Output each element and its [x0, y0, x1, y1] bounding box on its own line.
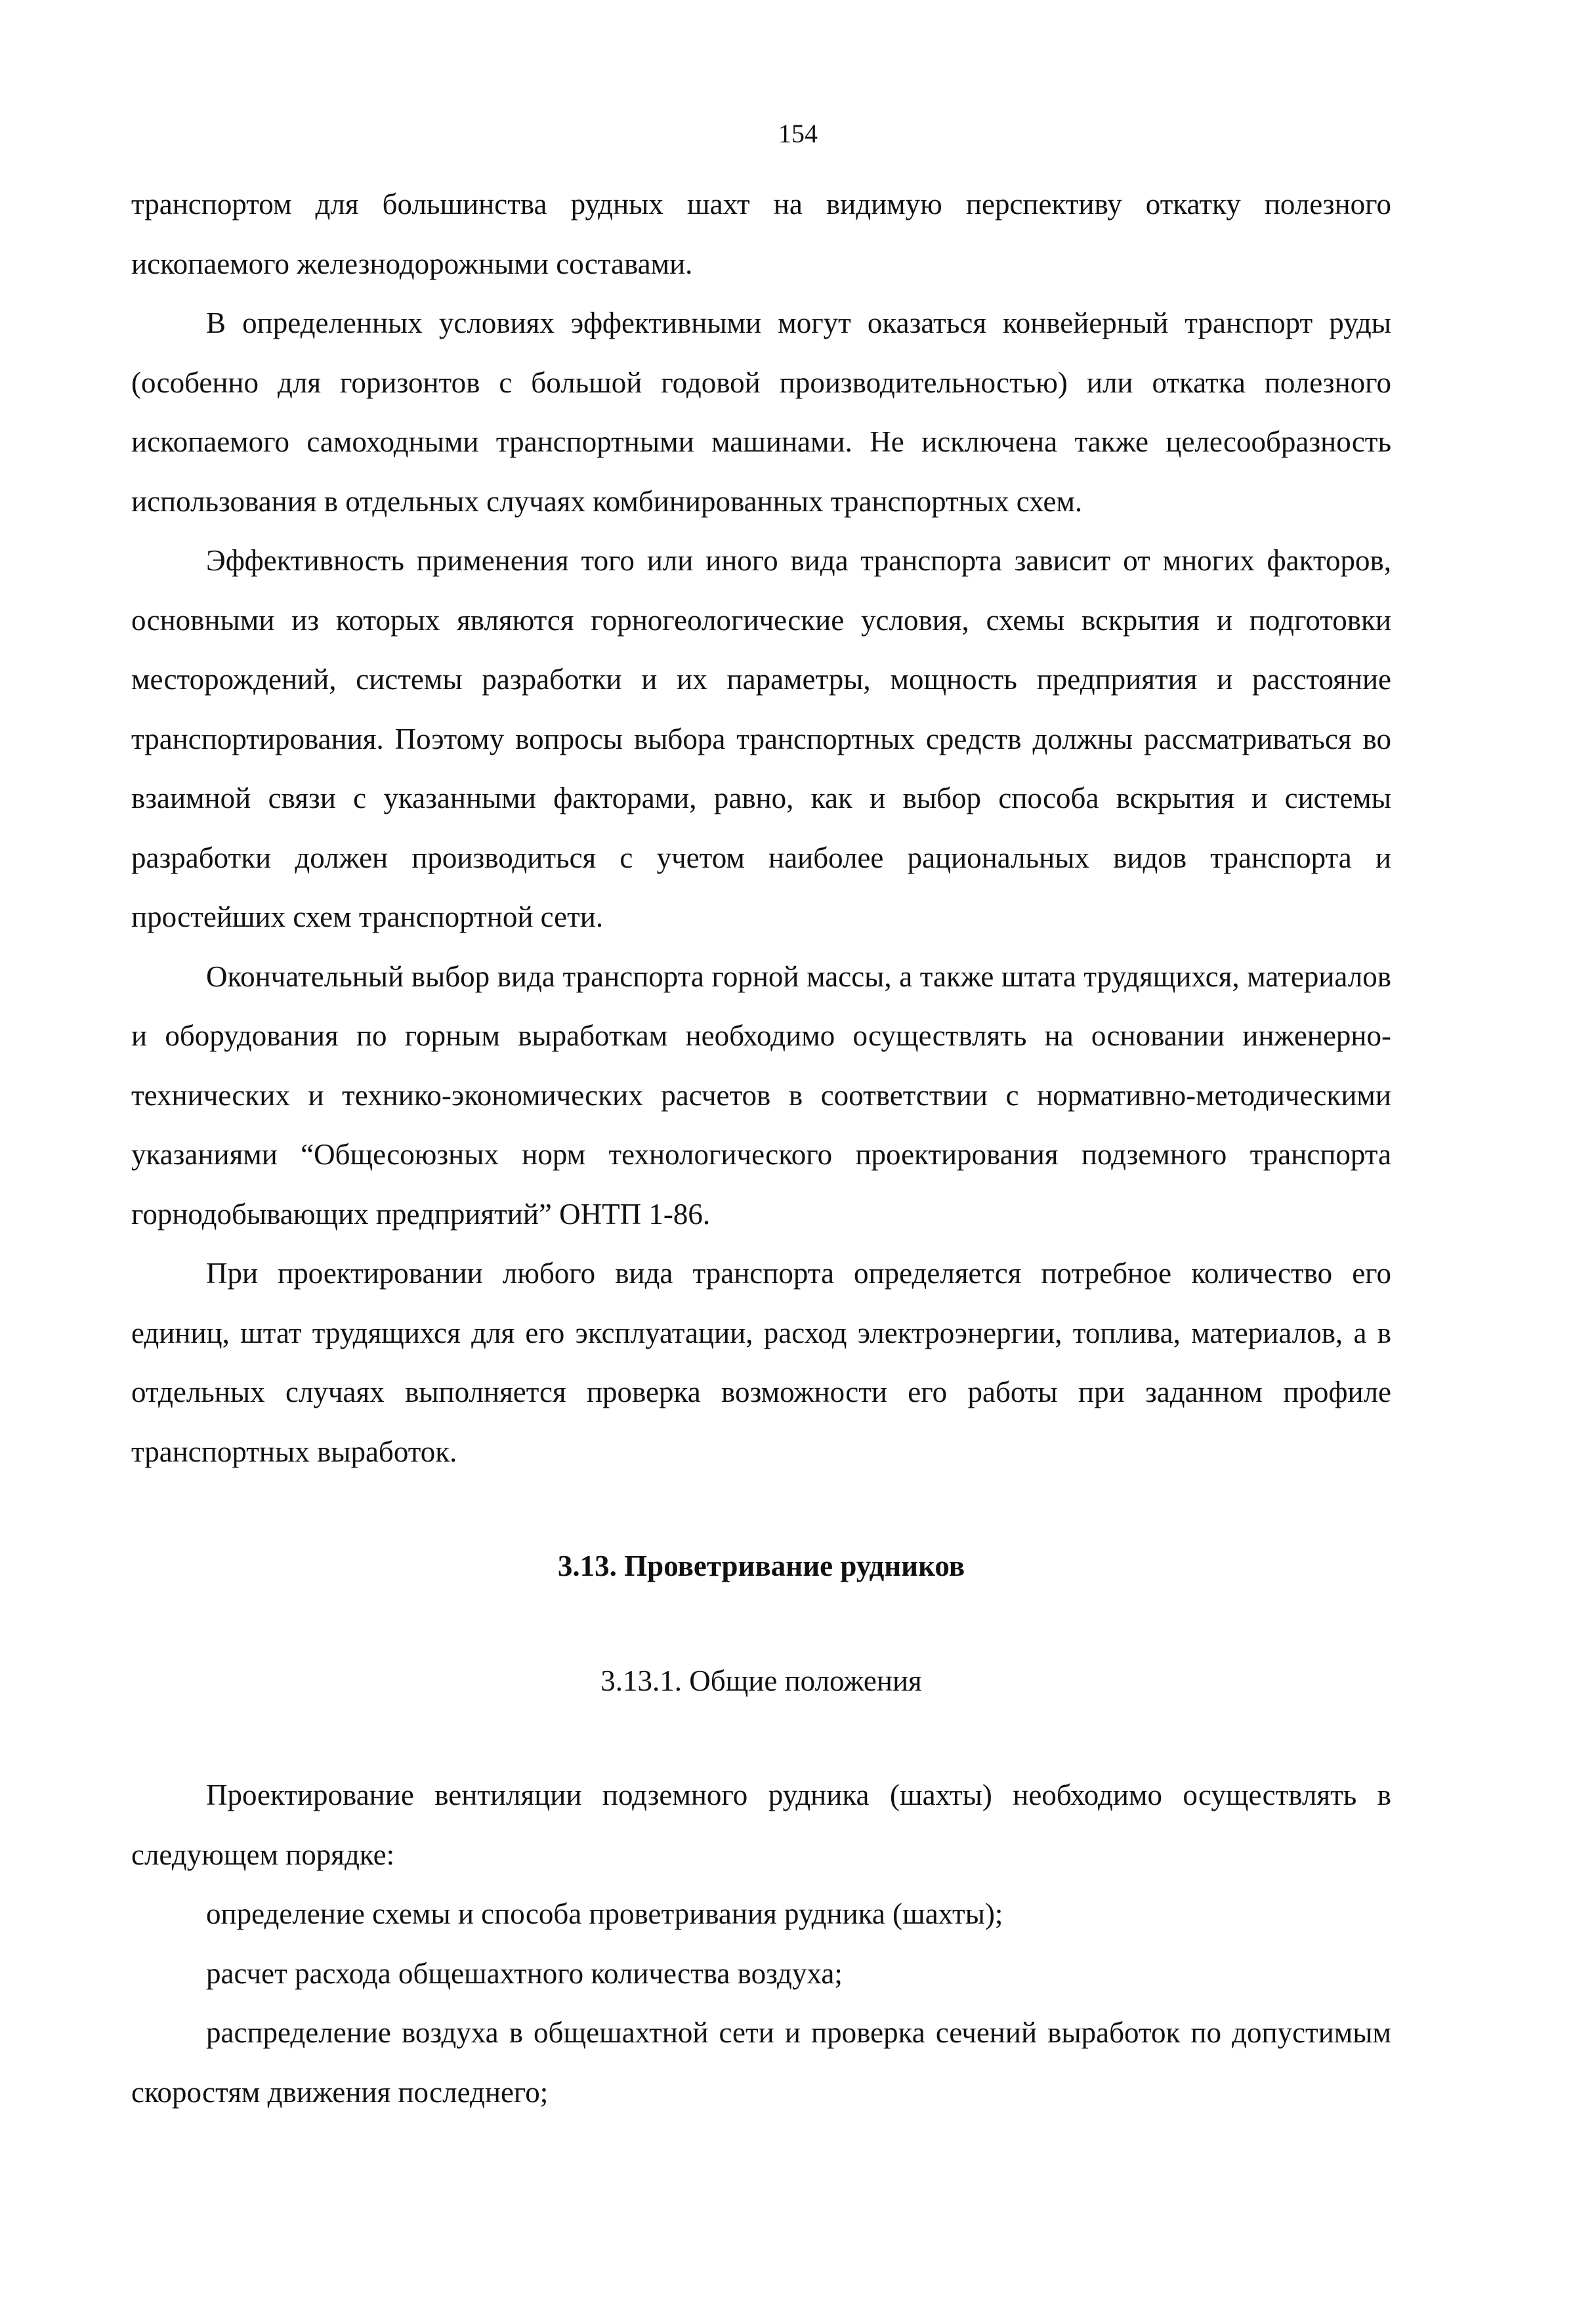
list-item: распределение воздуха в общешахтной сети и проверка сечений выработок по допустимым скоростям движения последнего; — [131, 2016, 1391, 2109]
body-text — [131, 175, 1391, 2122]
paragraph-transport-conditions: В определенных условиях эффективными могут оказаться конвейерный транспорт руды (особенно для горизонтов с большой годовой производительностью) или откатка полезного ископаемого самоходными транспортными машинами. Не исключена также целесообразность использования в отдельных случаях комбинированных транспортных схем. — [131, 306, 1391, 518]
section-title: 3.13. Проветривание рудников — [557, 1550, 965, 1582]
paragraph-ventilation-order: Проектирование вентиляции подземного рудника (шахты) необходимо осуществлять в следующем порядке: — [131, 1779, 1391, 1871]
subsection-title: 3.13.1. Общие положения — [600, 1664, 922, 1697]
paragraph-transport-efficiency: Эффективность применения того или иного вида транспорта зависит от многих факторов, основными из которых являются горногеологические условия, схемы вскрытия и подготовки месторождений, системы разработки и их параметры, мощность предприятия и расстояние транспортирования. Поэтому вопросы выбора транспортных средств должны рассматриваться во взаимной связи с указанными факторами, равно, как и выбор способа вскрытия и системы разработки должен производиться с учетом наиболее рациональных видов транспорта и простейших схем транспортной сети. — [131, 544, 1391, 933]
paragraph-final-choice: Окончательный выбор вида транспорта горной массы, а также штата трудящихся, материалов и оборудования по горным выработкам необходимо осуществлять на основании инженерно-технических и технико-экономических расчетов в соответствии с нормативно-методическими указаниями “Общесоюзных норм технологического проектирования подземного транспорта горнодобывающих предприятий” ОНТП 1-86. — [131, 960, 1391, 1231]
paragraph-continuation: транспортом для большинства рудных шахт на видимую перспективу откатку полезного ископаемого железнодорожными составами. — [131, 188, 1391, 280]
page-number: 154 — [778, 119, 818, 148]
paragraph-design-requirements: При проектировании любого вида транспорта определяется потребное количество его единиц, штат трудящихся для его эксплуатации, расход электроэнергии, топлива, материалов, а в отдельных случаях выполняется проверка возможности его работы при заданном профиле транспортных выработок. — [131, 1257, 1391, 1468]
list-item: расчет расхода общешахтного количества воздуха; — [206, 1956, 843, 1990]
list-item: определение схемы и способа проветривания рудника (шахты); — [206, 1897, 1003, 1930]
